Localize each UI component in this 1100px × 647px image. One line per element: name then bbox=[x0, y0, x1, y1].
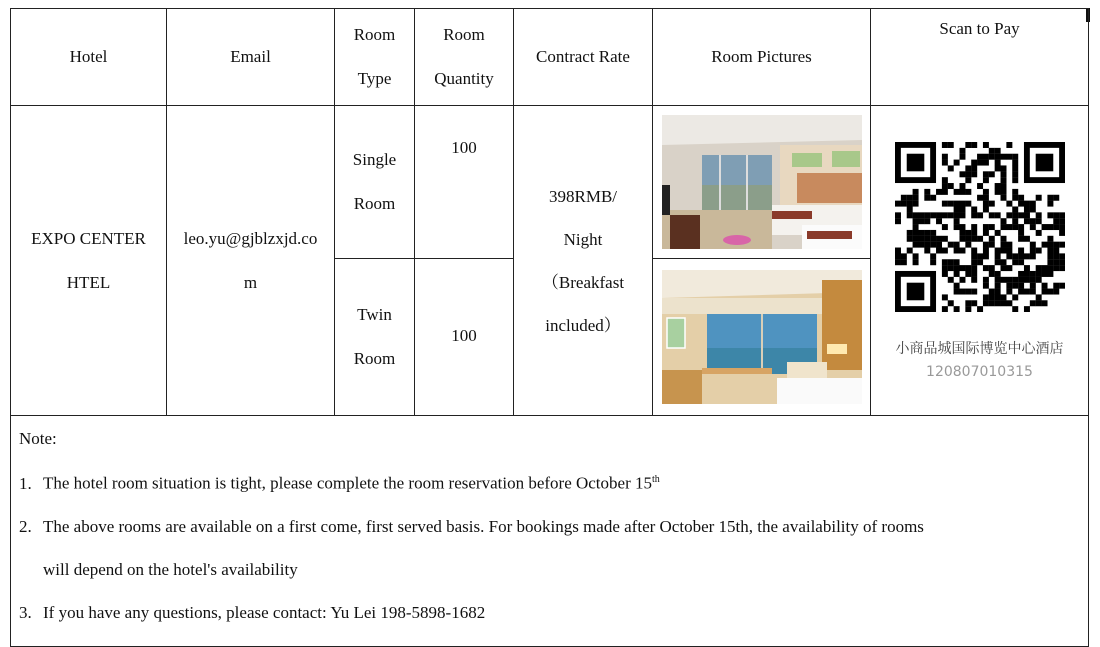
room-type-twin: Twin Room bbox=[335, 259, 415, 416]
note-item-2-continued: will depend on the hotel's availability bbox=[43, 559, 298, 579]
note-item-1: 1. The hotel room situation is tight, please complete the room reservation before October 15th bbox=[19, 473, 660, 493]
header-room-quantity: Room Quantity bbox=[415, 9, 514, 106]
header-hotel: Hotel bbox=[11, 9, 167, 106]
notes-title: Note: bbox=[19, 429, 57, 448]
room-row-single bbox=[11, 106, 1089, 259]
header-room-pictures: Room Pictures bbox=[653, 9, 871, 106]
header-scan-to-pay: Scan to Pay bbox=[871, 9, 1089, 106]
qr-hotel-name: 小商品城国际博览中心酒店 bbox=[895, 340, 1064, 357]
header-room-type: Room Type bbox=[335, 9, 415, 106]
header-row bbox=[11, 9, 1089, 106]
hotel-email[interactable]: leo.yu@gjblzxjd.co m bbox=[167, 106, 335, 416]
hotel-name: EXPO CENTER HTEL bbox=[11, 106, 167, 416]
room-photo-twin-beds bbox=[662, 115, 862, 249]
hotel-booking-table bbox=[10, 8, 1089, 647]
room-picture-cell-2 bbox=[653, 259, 871, 416]
qr-code-cell bbox=[871, 106, 1089, 416]
room-quantity-twin: 100 bbox=[415, 259, 514, 416]
payment-qr-code[interactable] bbox=[895, 142, 1065, 312]
room-type-single: Single Room bbox=[335, 106, 415, 259]
note-item-3: 3. If you have any questions, please contact: Yu Lei 198-5898-1682 bbox=[19, 602, 486, 622]
header-email: Email bbox=[167, 9, 335, 106]
contract-rate: 398RMB/ Night （Breakfast included） bbox=[514, 106, 653, 416]
room-picture-cell-1 bbox=[653, 106, 871, 259]
notes-row bbox=[11, 416, 1089, 647]
room-photo-king-bed bbox=[662, 270, 862, 404]
qr-number: 120807010315 bbox=[926, 363, 1033, 380]
notes-section bbox=[11, 416, 1089, 647]
room-quantity-single: 100 bbox=[415, 106, 514, 259]
header-contract-rate: Contract Rate bbox=[514, 9, 653, 106]
note-item-2: 2. The above rooms are available on a first come, first served basis. For bookings made after October 15th, the availability of rooms bbox=[19, 516, 924, 536]
